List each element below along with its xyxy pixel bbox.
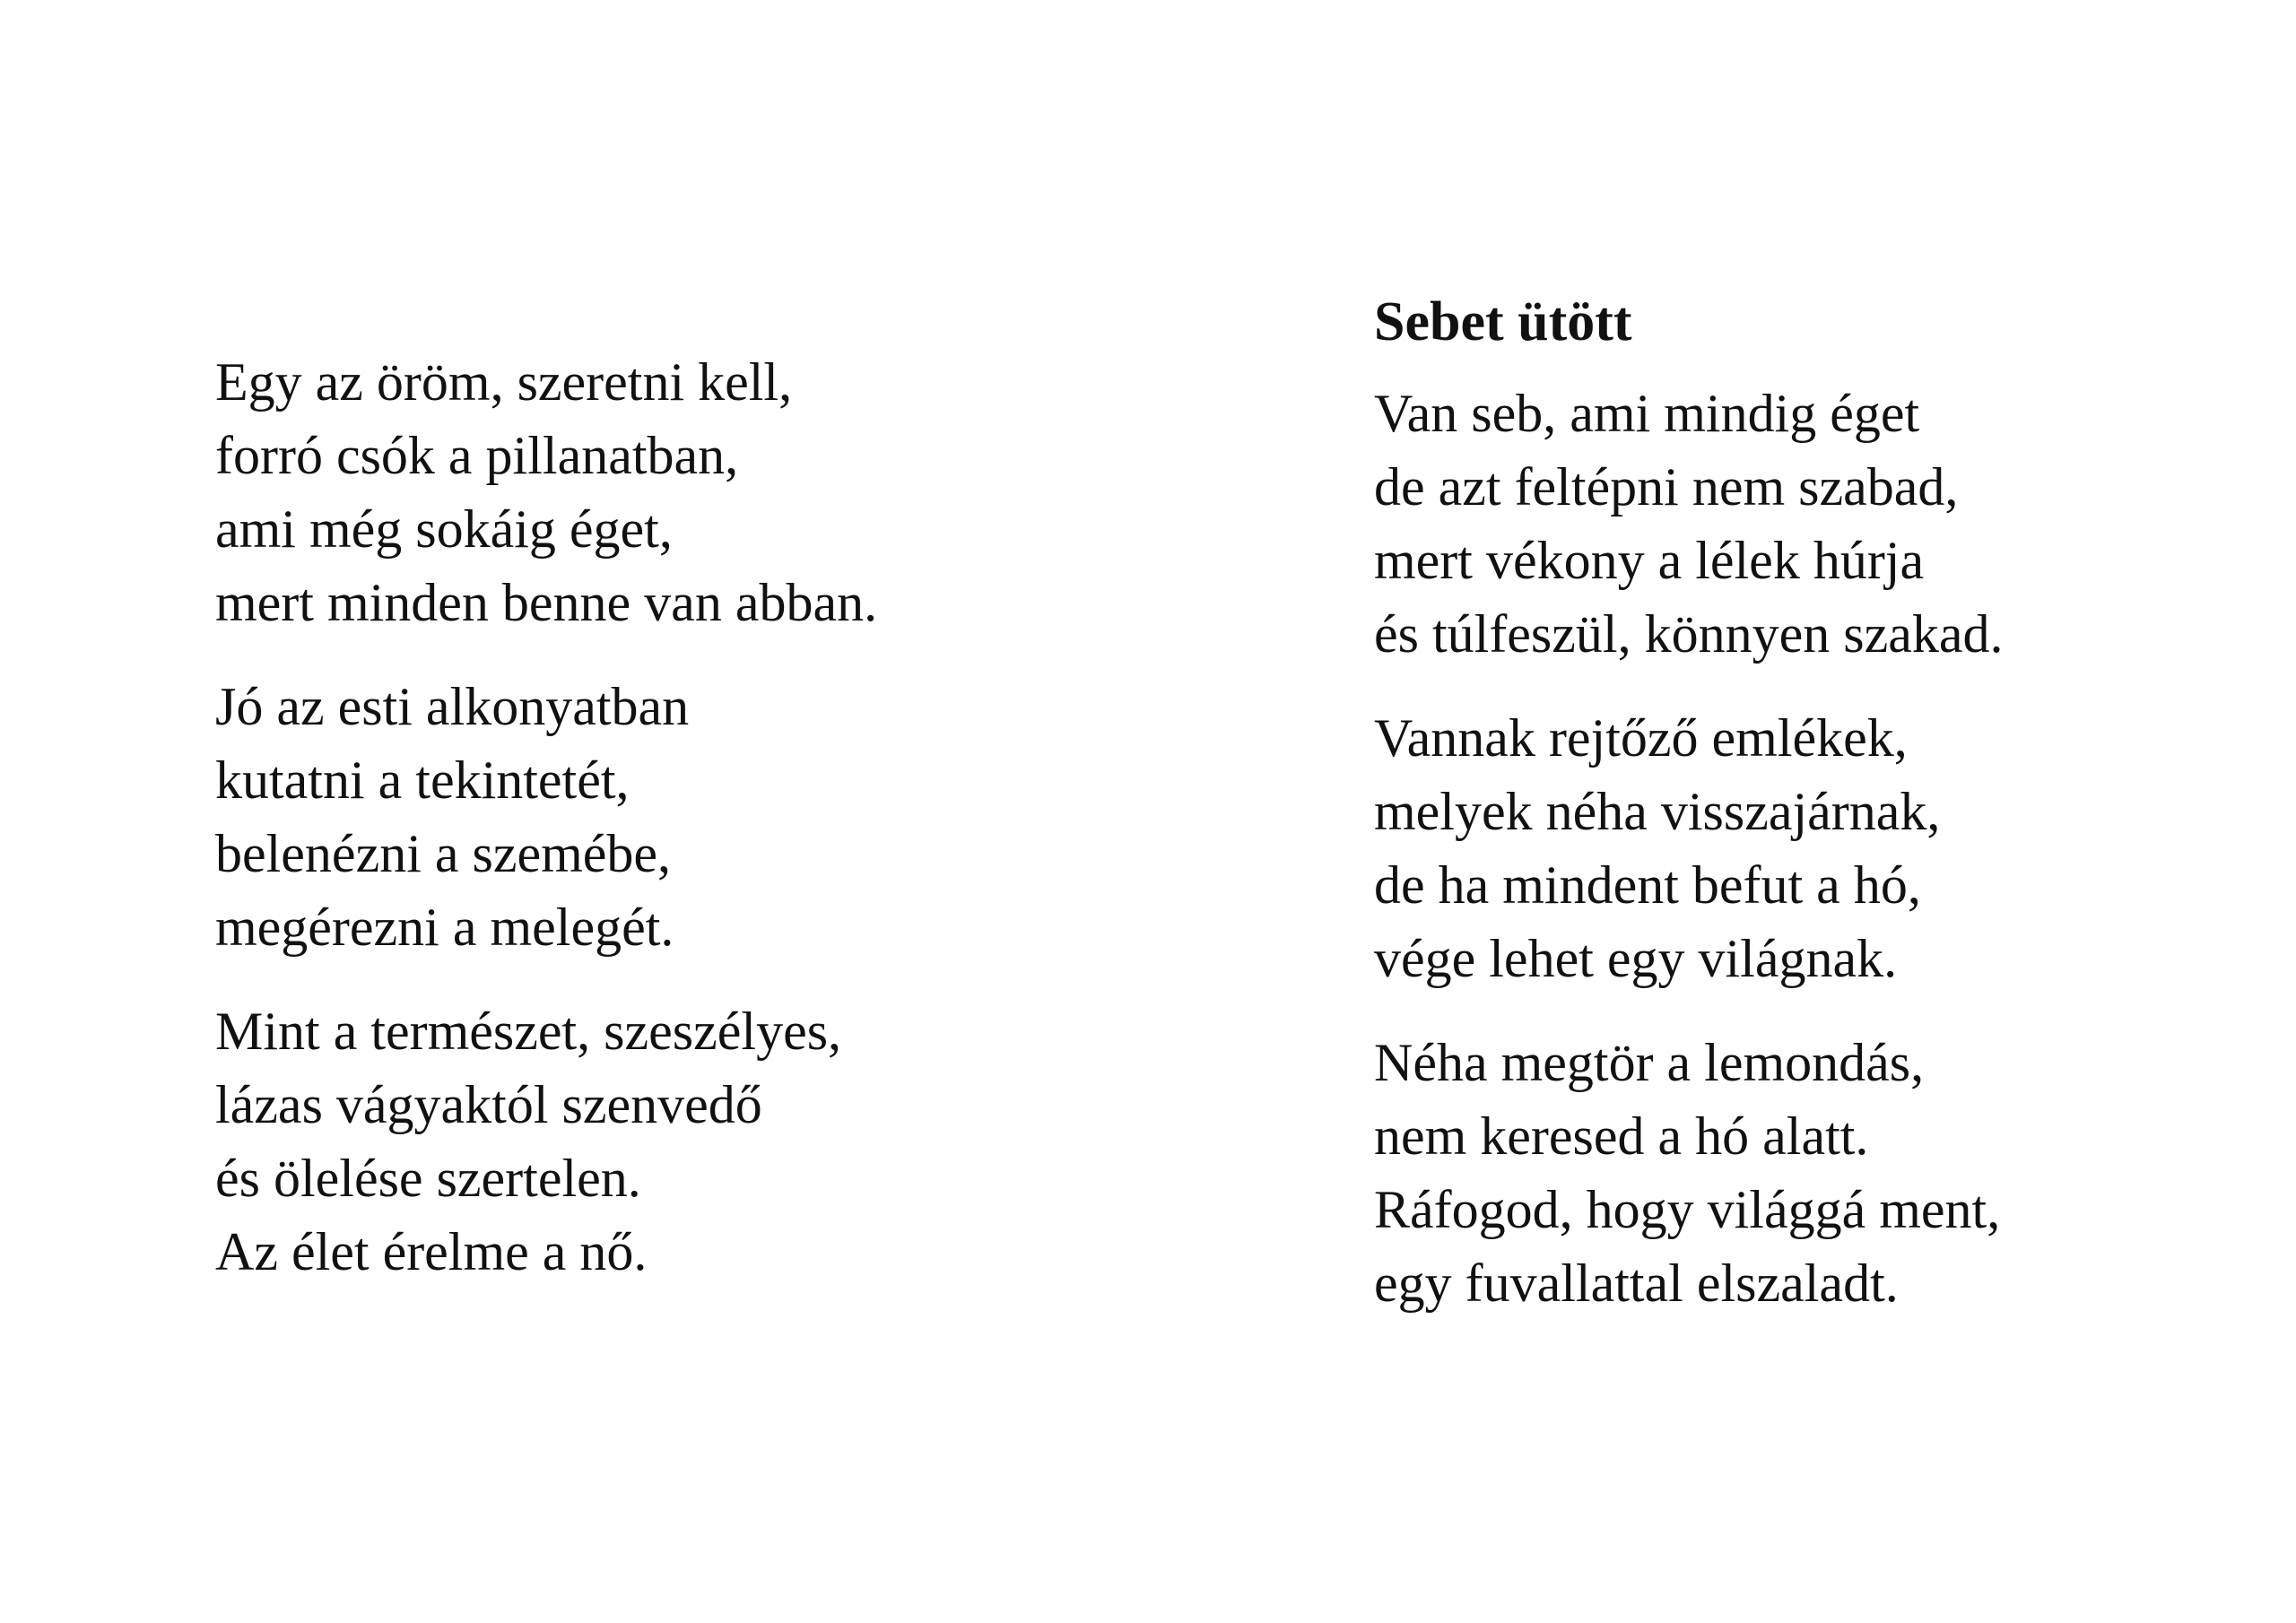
poem-line: vége lehet egy világnak. (1374, 929, 1898, 988)
stanza (215, 345, 877, 639)
poem-line: Az élet érelme a nő. (215, 1222, 648, 1281)
poem-line: Ráfogod, hogy világgá ment, (1374, 1180, 2001, 1239)
stanza (215, 670, 877, 964)
poem-line: melyek néha visszajárnak, (1374, 782, 1941, 841)
poem-line: de azt feltépni nem szabad, (1374, 457, 1959, 516)
poem-line: és túlfeszül, könnyen szakad. (1374, 604, 2004, 664)
poem-line: belenézni a szemébe, (215, 824, 672, 883)
stanza (215, 994, 877, 1289)
poem-line: de ha mindent befut a hó, (1374, 855, 1921, 915)
right-page (1148, 0, 2296, 1623)
poem-line: kutatni a tekintetét, (215, 751, 630, 810)
poem-line: forró csók a pillanatban, (215, 426, 739, 485)
poem-line: Van seb, ami mindig éget (1374, 384, 1920, 443)
poem-line: Vannak rejtőző emlékek, (1374, 708, 1908, 768)
poem-line: Mint a természet, szeszélyes, (215, 1002, 842, 1061)
poem-line: mert minden benne van abban. (215, 573, 878, 632)
poem-right (1374, 285, 2003, 1350)
poem-line: megérezni a melegét. (215, 898, 674, 957)
poem-line: egy fuvallattal elszaladt. (1374, 1254, 1899, 1313)
poem-line: Néha megtör a lemondás, (1374, 1033, 1925, 1092)
poem-line: lázas vágyaktól szenvedő (215, 1075, 762, 1134)
stanza (1374, 701, 2003, 995)
stanza (1374, 377, 2003, 671)
poem-line: nem keresed a hó alatt. (1374, 1107, 1869, 1166)
poem-line: Jó az esti alkonyatban (215, 677, 690, 736)
stanza (1374, 1026, 2003, 1320)
poem-line: és ölelése szertelen. (215, 1149, 641, 1208)
poem-line: Egy az öröm, szeretni kell, (215, 352, 793, 412)
poem-line: mert vékony a lélek húrja (1374, 531, 1925, 590)
poem-title: Sebet ütött (1374, 291, 1632, 352)
poem-left (215, 345, 877, 1319)
poem-line: ami még sokáig éget, (215, 499, 673, 559)
